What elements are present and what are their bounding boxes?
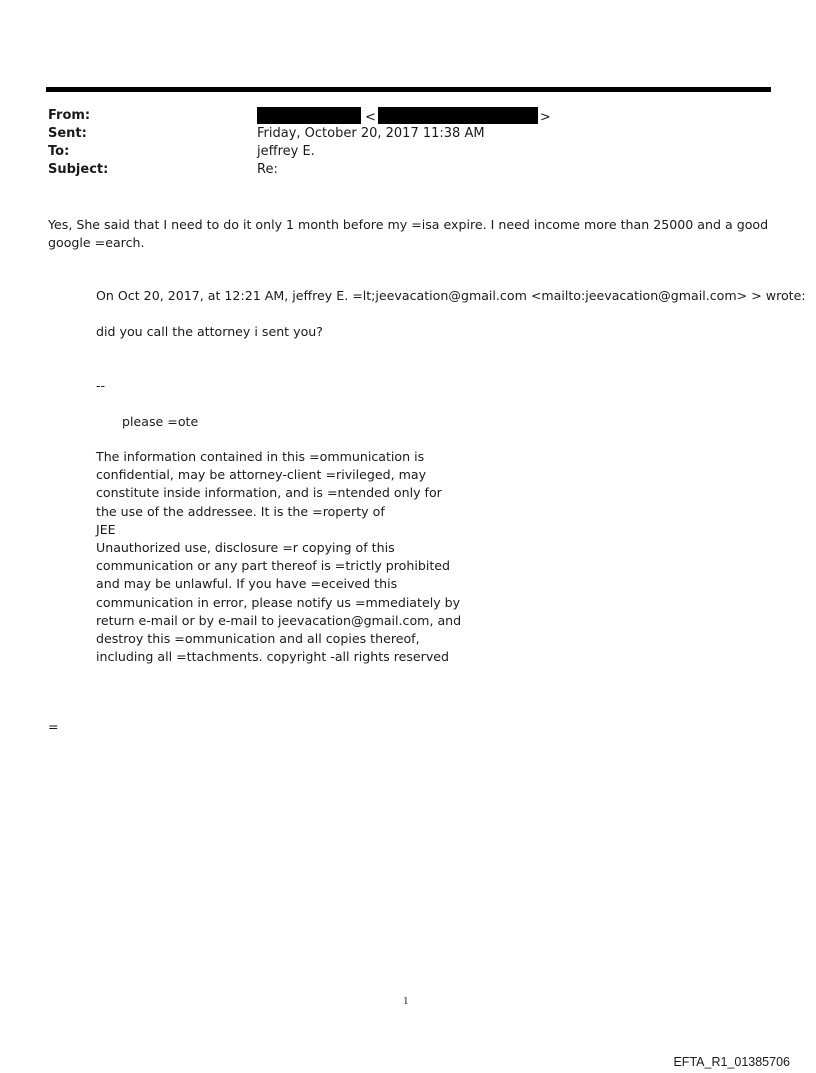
notice-line: Unauthorized use, disclosure =r copying of this: [96, 540, 395, 556]
quote-intro: On Oct 20, 2017, at 12:21 AM, jeffrey E. =lt;jeevacation@gmail.com <mailto:jeevacation@gmail.com> > wrote:: [96, 288, 806, 303]
notice-line: and may be unlawful. If you have =eceived this: [96, 576, 398, 592]
email-header: [48, 107, 773, 183]
to-value: jeffrey E.: [257, 144, 315, 159]
notice-line: confidential, may be attorney-client =rivileged, may: [96, 467, 427, 483]
from-label: From:: [48, 108, 91, 123]
redacted-sender-name: [257, 107, 361, 124]
notice-line: including all =ttachments. copyright -all rights reserved: [96, 649, 450, 665]
please-note: please =ote: [122, 414, 199, 429]
to-label: To:: [48, 144, 70, 159]
quote-question: did you call the attorney i sent you?: [96, 324, 323, 339]
notice-line: communication in error, please notify us =mmediately by: [96, 594, 461, 610]
notice-line: destroy this =ommunication and all copies thereof,: [96, 631, 420, 647]
reply-text: Yes, She said that I need to do it only 1 month before my =isa expire. I need income more than 25000 and a good google =earch.: [48, 217, 769, 250]
sent-label: Sent:: [48, 126, 87, 141]
notice-line: constitute inside information, and is =ntended only for: [96, 485, 442, 501]
page-number: 1: [403, 995, 409, 1007]
sent-value: Friday, October 20, 2017 11:38 AM: [257, 126, 485, 141]
notice-line: communication or any part thereof is =trictly prohibited: [96, 558, 451, 574]
notice-line: the use of the addressee. It is the =roperty of: [96, 503, 385, 519]
notice-line: The information contained in this =ommunication is: [96, 449, 425, 464]
redacted-sender-email: [378, 107, 538, 124]
from-value: [257, 107, 551, 127]
from-close-bracket: >: [539, 110, 551, 125]
subject-label: Subject:: [48, 162, 109, 177]
notice-line: JEE: [96, 521, 116, 537]
signature-dash: --: [96, 378, 106, 393]
subject-value: Re:: [257, 162, 278, 177]
confidentiality-notice: [96, 448, 461, 666]
notice-line: return e-mail or by e-mail to jeevacation@gmail.com, and: [96, 612, 462, 628]
document-id: EFTA_R1_01385706: [673, 1055, 790, 1069]
trailing-equals: =: [48, 719, 59, 734]
from-open-bracket: <: [365, 110, 376, 125]
header-rule: [46, 87, 771, 92]
